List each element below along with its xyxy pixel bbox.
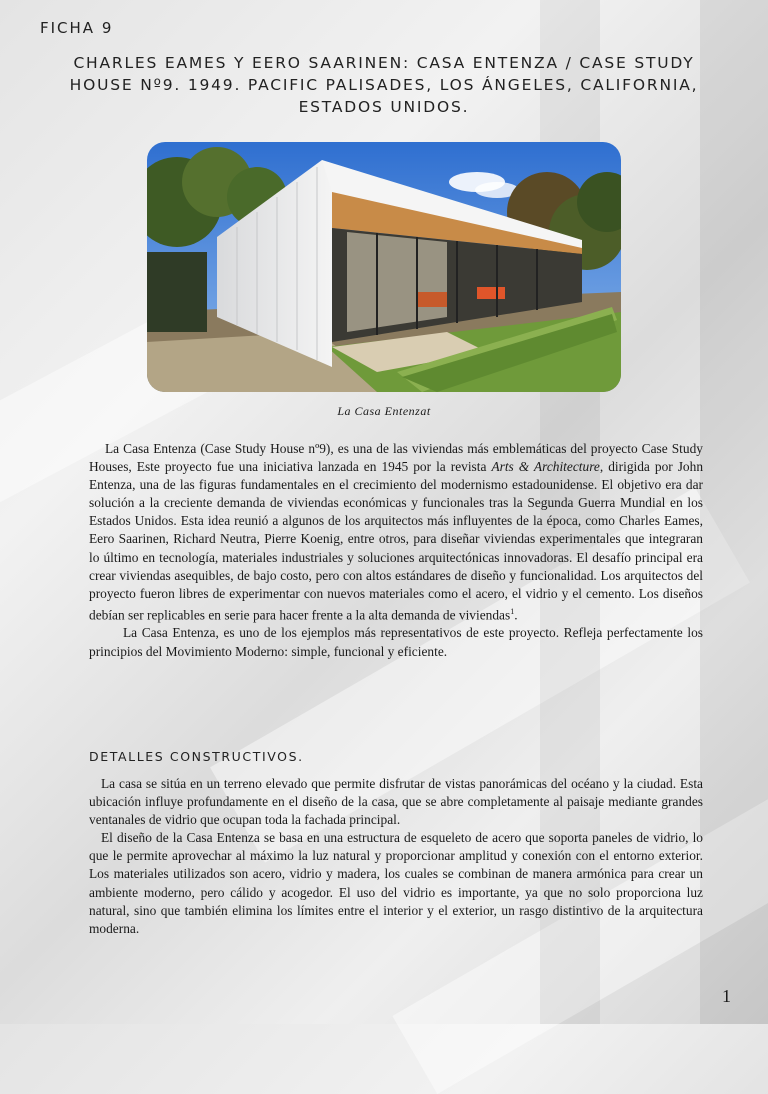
shadow-band xyxy=(700,0,768,1024)
figure-caption: La Casa Entenzat xyxy=(337,404,431,418)
section-paragraph-2: El diseño de la Casa Entenza se basa en una estructura de esqueleto de acero que soporta paneles de vidrio, lo que le permite aprovechar al máximo la luz natural y proporcionar amplitud y conexión con el entorno exterior. Los materiales utilizados son acero, vidrio y madera, los cuales se combinan de manera armónica para crear un ambiente moderno, pero cálido y acogedor. El uso del vidrio es importante, ya que no solo proporciona luz natural, sino que también elimina los límites entre el interior y el exterior, un rasgo distintivo de la arquitectura moderna. xyxy=(89,830,703,936)
intro-text-a: La Casa Entenza (Case Study House nº9), es una de las viviendas más emblemáticas del proyecto Case Study Houses, Este proyecto fue una iniciativa lanzada en 1945 por la revista xyxy=(89,441,703,475)
page-number: 1 xyxy=(722,986,731,1006)
magazine-name: Arts & Architecture xyxy=(491,459,600,475)
intro-text-b: , dirigida por John Entenza, una de las figuras fundamentales en el crecimiento del modernismo estadounidense. El objetivo era dar solución a la creciente demanda de viviendas económicas y funcionales tras la Segunda Guerra Mundial en los Estados Unidos. Esta idea reunió a algunos de los arquitectos más influyentes de la época, como Charles Eames, Eero Saarinen, Richard Neutra, Pierre Koenig, entre otros, para diseñar viviendas experimentales que integraran lo último en tecnología, materiales industriales y soluciones arquitectónicas innovadoras. El desafío principal era crear viviendas asequibles, de bajo costo, pero con altos estándares de diseño y funcionalidad. Los arquitectos del proyecto fueron libres de experimentar con nuevos materiales como el acero, el vidrio y el cemento. Los diseños debían ser replicables en serie para hacer frente a la alta demanda de viviendas xyxy=(89,459,704,623)
intro-text xyxy=(89,440,703,661)
intro-paragraph-2: La Casa Entenza, es uno de los ejemplos más representativos de este proyecto. Refleja perfectamente los principios del Movimiento Moderno: simple, funcional y eficiente. xyxy=(89,625,703,659)
intro-text-end: . xyxy=(514,607,518,623)
page-title: CHARLES EAMES Y EERO SAARINEN: CASA ENTENZA / CASE STUDY HOUSE Nº9. 1949. PACIFIC PALISADES, LOS ÁNGELES, CALIFORNIA, ESTADOS UNIDOS. xyxy=(69,54,699,116)
house-photo xyxy=(147,142,621,392)
section-text xyxy=(89,775,703,938)
intro-paragraph-1 xyxy=(89,440,703,624)
footnote-ref[interactable]: 1 xyxy=(510,606,515,616)
sheet-label: FICHA 9 xyxy=(40,19,114,37)
section-heading: DETALLES CONSTRUCTIVOS. xyxy=(89,749,304,764)
section-paragraph-1: La casa se sitúa en un terreno elevado que permite disfrutar de vistas panorámicas del océano y la ciudad. Esta ubicación influye profundamente en el diseño de la casa, que se abre completamente al paisaje mediante grandes ventanales de vidrio que ocupan toda la fachada principal. xyxy=(89,776,703,828)
house-illustration xyxy=(147,142,621,392)
